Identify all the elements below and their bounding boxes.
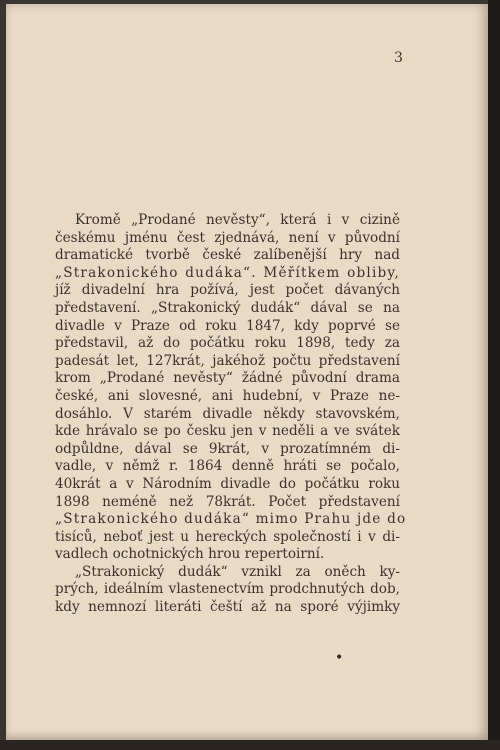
text-line: české, ani slovesné, ani hudební, v Praze ne- xyxy=(55,387,400,404)
text-line: tisíců, neboť jest u hereckých společností i v di- xyxy=(55,528,400,545)
text-line: 40krát a v Národním divadle do počátku roku xyxy=(55,475,400,492)
page-binding-edge xyxy=(488,0,500,750)
text-line: padesát let, 127krát, jakéhož počtu představení xyxy=(55,352,400,369)
text-line: dosáhlo. V starém divadle někdy stavovském, xyxy=(55,405,400,422)
text-line: 1898 neméně než 78krát. Počet představení xyxy=(55,493,400,510)
footer-mark: • xyxy=(335,650,344,666)
page-bottom-edge xyxy=(0,740,500,750)
text-line: kdy nemnozí literáti čeští až na sporé výjimky xyxy=(55,599,400,616)
text-line: odpůldne, dával se 9krát, v prozatímném di- xyxy=(55,440,400,457)
text-line: „Strakonického dudáka“. Měřítkem obliby, xyxy=(55,264,400,281)
text-line: představení. „Strakonický dudák“ dával se na xyxy=(55,299,400,316)
text-line: dramatické tvorbě české zalíbenější hry nad xyxy=(55,247,400,264)
text-line: českému jménu čest zjednává, není v původní xyxy=(55,229,400,246)
text-line: jíž divadelní hra požívá, jest počet dávaných xyxy=(55,282,400,299)
text-line: vadlech ochotnických hrou repertoirní. xyxy=(55,546,325,563)
page-number: 3 xyxy=(394,50,403,66)
text-line: prých, ideálním vlastenectvím prodchnutých dob, xyxy=(55,581,400,598)
text-line: kde hrávalo se po česku jen v neděli a ve svátek xyxy=(55,423,400,440)
text-line: divadle v Praze od roku 1847, kdy poprvé se xyxy=(55,317,400,334)
text-line: vadle, v němž r. 1864 denně hráti se počalo, xyxy=(55,458,400,475)
text-line: představil, až do počátku roku 1898, tedy za xyxy=(55,335,400,352)
text-line: krom „Prodané nevěsty“ žádné původní drama xyxy=(55,370,400,387)
body-text xyxy=(55,212,407,617)
text-line: „Strakonického dudáka“ mimo Prahu jde do xyxy=(55,511,407,528)
text-line: „Strakonický dudák“ vznikl za oněch ky- xyxy=(75,563,400,580)
text-line: Kromě „Prodané nevěsty“, která i v cizině xyxy=(75,212,400,228)
